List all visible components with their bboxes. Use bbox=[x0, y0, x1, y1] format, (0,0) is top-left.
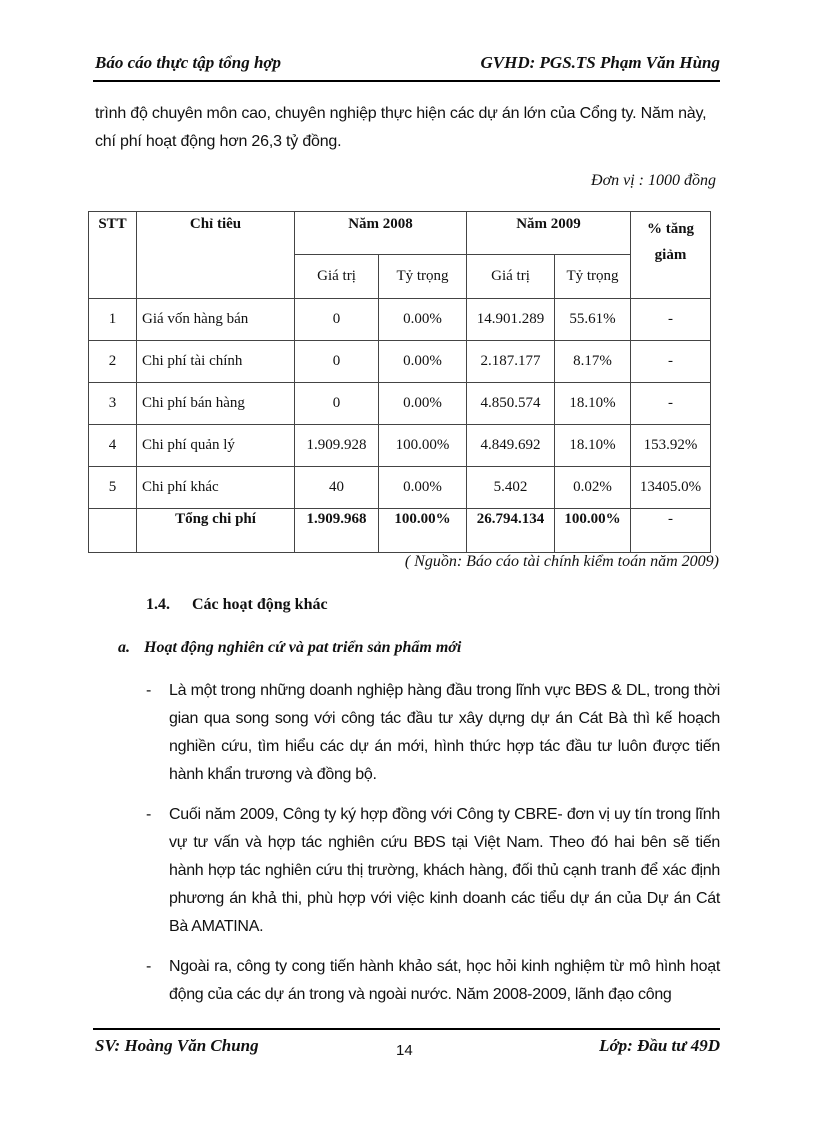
cell-change: - bbox=[631, 299, 711, 341]
cell-share-2008: 100.00% bbox=[379, 425, 467, 467]
cell-value-2009: 5.402 bbox=[467, 467, 555, 509]
list-item bbox=[146, 801, 720, 941]
list-item bbox=[146, 953, 720, 1009]
cell-name: Chi phí bán hàng bbox=[137, 383, 295, 425]
cell-change: - bbox=[631, 383, 711, 425]
cell-stt: 3 bbox=[89, 383, 137, 425]
cell-value-2009: 14.901.289 bbox=[467, 299, 555, 341]
cell-total-2009: 26.794.134 bbox=[467, 509, 555, 553]
cell-share-2009: 0.02% bbox=[555, 467, 631, 509]
cell-stt: 4 bbox=[89, 425, 137, 467]
table-row bbox=[89, 467, 711, 509]
cell-share-2009: 18.10% bbox=[555, 383, 631, 425]
supervisor: GVHD: PGS.TS Phạm Văn Hùng bbox=[480, 53, 720, 72]
cell-stt: 2 bbox=[89, 341, 137, 383]
cell-share-2008: 0.00% bbox=[379, 299, 467, 341]
bullet-dash: - bbox=[146, 682, 152, 699]
header-share-2009: Tỷ trọng bbox=[555, 255, 631, 299]
header-value-2009: Giá trị bbox=[467, 255, 555, 299]
cell-share-2008: 0.00% bbox=[379, 467, 467, 509]
list-item bbox=[146, 677, 720, 789]
table-row bbox=[89, 425, 711, 467]
cell-total-share-2009: 100.00% bbox=[555, 509, 631, 553]
cell-value-2009: 2.187.177 bbox=[467, 341, 555, 383]
section-number: 1.4. bbox=[146, 596, 170, 613]
cell-stt: 1 bbox=[89, 299, 137, 341]
section-title: Các hoạt động khác bbox=[192, 596, 328, 613]
page-number: 14 bbox=[396, 1042, 413, 1059]
cell-share-2008: 0.00% bbox=[379, 383, 467, 425]
subsection-title: Hoạt động nghiên cứ và pat triển sản phẩm mới bbox=[144, 639, 462, 656]
header-indicator: Chỉ tiêu bbox=[137, 212, 295, 299]
header-2009: Năm 2009 bbox=[467, 212, 631, 255]
cost-table bbox=[88, 211, 711, 553]
cell-total-share-2008: 100.00% bbox=[379, 509, 467, 553]
cell-name: Chi phí tài chính bbox=[137, 341, 295, 383]
cell-total-2008: 1.909.968 bbox=[295, 509, 379, 553]
bullet-text: Ngoài ra, công ty cong tiến hành khảo sát, học hỏi kinh nghiệm từ mô hình hoạt động của các dự án trong và ngoài nước. Năm 2008-2009, lãnh đạo công bbox=[169, 958, 720, 1003]
section-heading bbox=[146, 596, 328, 614]
table-total-row bbox=[89, 509, 711, 553]
intro-paragraph: trình độ chuyên môn cao, chuyên nghiệp thực hiện các dự án lớn của Cổng ty. Năm này, chí phí hoạt động hơn 26,3 tỷ đồng. bbox=[95, 105, 707, 150]
cell-change: - bbox=[631, 341, 711, 383]
cell-value-2008: 0 bbox=[295, 383, 379, 425]
header-2008: Năm 2008 bbox=[295, 212, 467, 255]
class-name: Lớp: Đầu tư 49D bbox=[599, 1036, 720, 1055]
header-change: % tăng giảm bbox=[631, 212, 711, 299]
table-source: ( Nguồn: Báo cáo tài chính kiểm toán năm 2009) bbox=[404, 553, 719, 570]
cell-share-2009: 18.10% bbox=[555, 425, 631, 467]
table-row bbox=[89, 299, 711, 341]
cell-value-2008: 0 bbox=[295, 341, 379, 383]
cell-change: 13405.0% bbox=[631, 467, 711, 509]
unit-note: Đơn vị : 1000 đồng bbox=[591, 172, 716, 189]
cell-total-change: - bbox=[631, 509, 711, 553]
cell-change: 153.92% bbox=[631, 425, 711, 467]
cell-stt-empty bbox=[89, 509, 137, 553]
bullet-text: Là một trong những doanh nghiệp hàng đầu trong lĩnh vực BĐS & DL, trong thời gian qua song song với công tác đầu tư xây dựng dự án Cát Bà thì kế hoạch nghiền cứu, tìm hiểu các dự án mới, hình thức hợp tác đầu tư luôn được tiến hành khẩn trương và đồng bộ. bbox=[169, 682, 720, 783]
cell-share-2009: 8.17% bbox=[555, 341, 631, 383]
page-footer bbox=[93, 1028, 720, 1062]
cell-name: Giá vốn hàng bán bbox=[137, 299, 295, 341]
table-row bbox=[89, 383, 711, 425]
cell-total-name: Tổng chi phí bbox=[137, 509, 295, 553]
subsection-label: a. bbox=[118, 639, 130, 656]
cell-value-2009: 4.849.692 bbox=[467, 425, 555, 467]
header-stt: STT bbox=[89, 212, 137, 299]
table-row bbox=[89, 341, 711, 383]
subsection-heading bbox=[118, 639, 461, 657]
cell-value-2008: 40 bbox=[295, 467, 379, 509]
cell-value-2009: 4.850.574 bbox=[467, 383, 555, 425]
bullet-dash: - bbox=[146, 958, 152, 975]
cell-name: Chi phí quản lý bbox=[137, 425, 295, 467]
report-title: Báo cáo thực tập tổng hợp bbox=[95, 53, 282, 72]
header-share-2008: Tỷ trọng bbox=[379, 255, 467, 299]
bullet-dash: - bbox=[146, 806, 152, 823]
cell-share-2009: 55.61% bbox=[555, 299, 631, 341]
cell-value-2008: 0 bbox=[295, 299, 379, 341]
bullet-text: Cuối năm 2009, Công ty ký hợp đồng với Công ty CBRE- đơn vị uy tín trong lĩnh vự tư vấn và hợp tác nghiên cứu BĐS tại Việt Nam. Theo đó hai bên sẽ tiến hành hợp tác nghiên cứu thị trường, khách hàng, đối thủ cạnh tranh để xác định phương án khả thi, phù hợp với việc kinh doanh các tiểu dự án của Dự án Cát Bà AMATINA. bbox=[169, 806, 720, 935]
header-value-2008: Giá trị bbox=[295, 255, 379, 299]
cell-name: Chi phí khác bbox=[137, 467, 295, 509]
student-name: SV: Hoàng Văn Chung bbox=[95, 1036, 259, 1055]
page-header bbox=[93, 50, 720, 82]
cell-stt: 5 bbox=[89, 467, 137, 509]
cell-value-2008: 1.909.928 bbox=[295, 425, 379, 467]
cell-share-2008: 0.00% bbox=[379, 341, 467, 383]
